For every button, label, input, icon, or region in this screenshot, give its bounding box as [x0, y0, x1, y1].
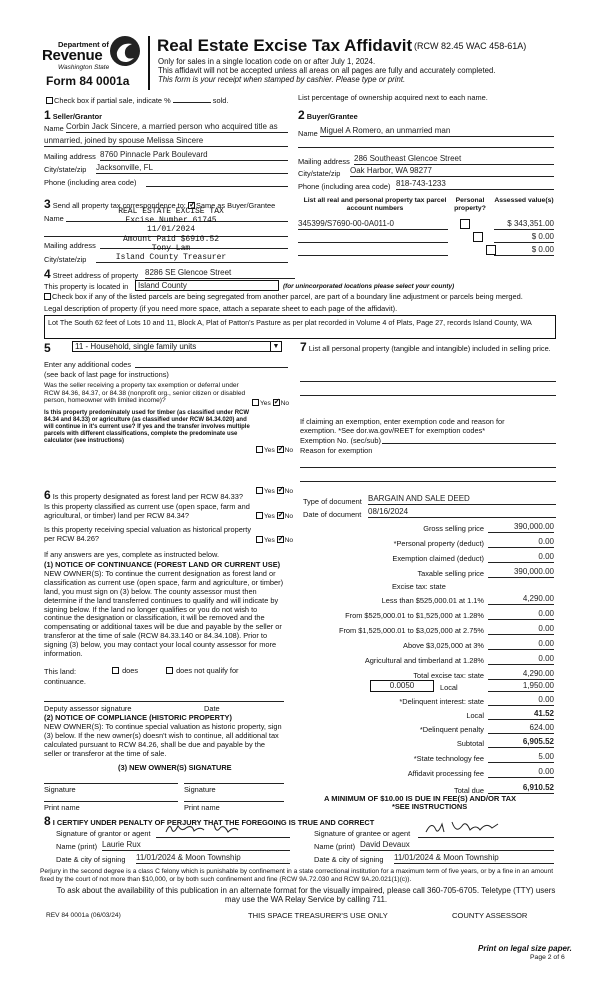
stamp-line: Excise Number 61745 [125, 216, 217, 226]
grantee-name-label: Name (print) [314, 842, 356, 851]
grantor-date-label: Date & city of signing [56, 855, 126, 864]
revision-label: REV 84 0001a (06/03/24) [46, 912, 121, 919]
treasurer-use-label: THIS SPACE TREASURER'S USE ONLY [248, 911, 388, 920]
seller-phone-label: Phone (including area code) [44, 178, 137, 187]
perjury-statement: Perjury in the second degree is a class C felony which is punishable by confinement in a state correctional institution for a maximum term of five years, or by a fine in an amount fixed by the court of not more than $10,000, or by both such confinement and fine (RCW 9A.72.030 and RCW 9A.20.021(1)(c)). [40, 868, 554, 883]
doc-type-label: Type of document [303, 497, 362, 506]
seller-phone-field[interactable] [146, 176, 288, 187]
exemption-number-label: Exemption No. (sec/sub) [300, 436, 381, 445]
local-label: Local [440, 683, 458, 692]
signature-label: Signature [184, 785, 216, 794]
tax-correspondence-label: Send all property tax correspondence to: [52, 201, 186, 210]
dor-logo [40, 36, 140, 88]
forest-no-checkbox[interactable] [277, 487, 284, 494]
current-use-answer: Yes ✓ No [256, 512, 293, 521]
seller-heading: Seller/Grantor [52, 112, 103, 121]
grantor-signature [164, 820, 274, 836]
print-name-label: Print name [184, 803, 220, 812]
grantor-signature-label: Signature of grantor or agent [56, 829, 151, 838]
segregation-checkbox[interactable] [44, 293, 51, 300]
exemption-deduct-label: Exemption claimed (deduct) [392, 554, 484, 563]
sold-label: sold. [212, 96, 229, 105]
exemption-deduct-field[interactable]: 0.00 [488, 552, 554, 563]
exemption-number-field[interactable] [382, 434, 556, 444]
exemption-answer: Yes ✓ No [252, 399, 289, 408]
land-use-select[interactable] [72, 341, 282, 352]
buyer-name-field[interactable]: Miguel A Romero, an unmarried man [320, 126, 554, 137]
deputy-date-field[interactable] [200, 690, 284, 702]
subtotal-field[interactable]: 6,905.52 [488, 737, 554, 748]
historic-answer: Yes ✓ No [256, 536, 293, 545]
personal-property-checkbox[interactable] [460, 219, 470, 229]
notice-2-text: NEW OWNER(S): To continue special valuation as historic property, sign (3) below. If the new owner(s) doesn't wish to continue, all additional tax calculated pursuant to RCW 84.26, shall be due and payable by the seller or transferor at the time of sale. [44, 722, 282, 758]
timber-question: Is this property predominately used for timber (as classified under RCW 84.34 and 84.33) or agriculture (as classified under RCW 84.34.020) and will continue in it's current use? If yes and the transfer involves multiple parcels with different classifications, complete the predominate use calculator (see instructions) [44, 410, 250, 444]
forest-question: Is this property designated as forest land per RCW 84.33? [52, 492, 243, 501]
current-use-yes-checkbox[interactable] [256, 512, 263, 519]
buyer-mailing-label: Mailing address [298, 157, 350, 166]
grantor-signature-field[interactable] [156, 824, 290, 838]
bracket-label: Less than $525,000.01 at 1.1% [381, 596, 484, 605]
bracket-value[interactable]: 0.00 [488, 624, 554, 635]
page-title: Real Estate Excise Tax Affidavit [157, 36, 413, 55]
exemption-reason-field-2[interactable] [300, 472, 556, 482]
buyer-name-line-2[interactable] [298, 140, 554, 148]
buyer-name-label: Name [298, 129, 318, 138]
taxable-price-label: Taxable selling price [417, 569, 484, 578]
deputy-date-label: Date [204, 704, 220, 713]
partial-sale-label: Check box if partial sale, indicate % [54, 96, 171, 105]
stamp-line: Island County Treasurer [115, 252, 227, 262]
local-tax-field[interactable]: 1,950.00 [488, 681, 554, 692]
seller-name-line-1[interactable]: Corbin Jack Sincere, a married person who acquired title as [66, 122, 288, 133]
list-percent-note: List percentage of ownership acquired next to each name. [298, 93, 488, 102]
seller-name-line-2[interactable]: unmarried, joined by spouse Melissa Sincere [44, 136, 288, 147]
bracket-label: From $525,000.01 to $1,525,000 at 1.28% [345, 611, 484, 620]
new-owner-print-1[interactable] [44, 794, 178, 802]
total-state-field[interactable]: 4,290.00 [488, 669, 554, 680]
buyer-heading: Buyer/Grantee [306, 112, 358, 121]
header-note-1: Only for sales in a single location code on or after July 1, 2024. [158, 57, 376, 66]
personal-deduct-label: *Personal property (deduct) [393, 539, 484, 548]
grantee-date-field[interactable]: 11/01/2024 & Moon Township [394, 853, 554, 864]
grantee-signature-field[interactable] [418, 824, 554, 838]
personal-col-header: Personal property? [454, 197, 486, 213]
delinquent-local-field[interactable]: 41.52 [488, 709, 554, 720]
does-not-qualify-checkbox[interactable] [166, 667, 173, 674]
page-number: Page 2 of 6 [530, 954, 565, 961]
assessed-col-header: Assessed value(s) [494, 197, 554, 204]
print-name-label: Print name [44, 803, 80, 812]
seller-city-label: City/state/zip [44, 165, 87, 174]
bracket-value[interactable]: 0.00 [488, 609, 554, 620]
penalty-label: *Delinquent penalty [419, 725, 484, 734]
buyer-city-label: City/state/zip [298, 169, 341, 178]
total-due-label: Total due [454, 786, 484, 795]
does-option: does [112, 667, 138, 676]
segregation-label: Check box if any of the listed parcels are being segregated from another parcel, are part of a boundary line adjustment or parcels being merged. [52, 292, 523, 301]
bracket-value[interactable]: 0.00 [488, 654, 554, 665]
buyer-mailing-field[interactable]: 286 Southeast Glencoe Street [354, 154, 554, 165]
personal-property-field-1[interactable] [300, 372, 556, 382]
subtotal-label: Subtotal [456, 739, 484, 748]
new-owner-signature-1[interactable] [44, 774, 178, 784]
bracket-value[interactable]: 0.00 [488, 639, 554, 650]
section-7: 7 List all personal property (tangible and intangible) included in selling price. [300, 340, 551, 354]
notice-1-text: NEW OWNER(S): To continue the current designation as forest land or classification as current use (open space, farm and agriculture, or timber) land, you must sign on (3) below. The county assessor must then determine if the land transferred continues to qualify and will indicate by signing below. If the land no longer qualifies or you do not wish to continue the designation or classification, it will be removed and the compensating or additional taxes will be due and payable by the seller or transferor at the time of sale (RCW 84.33.140 or 84.34.108). Prior to signing (3) below, you may contact your local county assessor for more information. [44, 569, 284, 658]
personal-deduct-field[interactable]: 0.00 [488, 537, 554, 548]
alternate-format-note: To ask about the availability of this publication in an alternate format for the visually impaired, please call 360-705-6705. Teletype (TTY) users may use the WA Relay Service by calling 711. [56, 886, 556, 905]
rcw-ref: (RCW 82.45 WAC 458-61A) [414, 41, 527, 51]
stamp-line: REAL ESTATE EXCISE TAX [118, 207, 224, 216]
section-8: 8 I CERTIFY UNDER PENALTY OF PERJURY THAT THE FOREGOING IS TRUE AND CORRECT [44, 814, 375, 828]
corr-city-label: City/state/zip [44, 255, 87, 264]
seller-name-label: Name [44, 124, 64, 133]
header-note-3: This form is your receipt when stamped by cashier. Please type or print. [158, 75, 406, 84]
doc-date-label: Date of document [303, 510, 362, 519]
street-address-field[interactable]: 8286 SE Glencoe Street [145, 268, 295, 279]
bracket-label: Above $3,025,000 at 3% [403, 641, 484, 650]
codes-note: (see back of last page for instructions) [44, 370, 169, 379]
parcel-number-field[interactable]: 345399/S7690-00-0A011-0 [298, 219, 448, 230]
grantee-name-field[interactable]: David Devaux [360, 840, 554, 851]
section-1: 1 Seller/Grantor [44, 108, 103, 122]
delinquent-state-label: *Delinquent interest: state [399, 697, 484, 706]
additional-codes-label: Enter any additional codes [44, 360, 132, 369]
delinquent-state-field[interactable]: 0.00 [488, 695, 554, 706]
section-6: 6 Is this property designated as forest land per RCW 84.33? [44, 488, 243, 502]
county-select[interactable]: Island County [135, 280, 279, 291]
bracket-label: Agricultural and timberland at 1.28% [364, 656, 484, 665]
tech-fee-label: *State technology fee [413, 754, 484, 763]
assessed-value-field[interactable]: $ 343,351.00 [494, 219, 554, 230]
assessed-value-field[interactable]: $ 0.00 [494, 245, 554, 256]
new-owner-print-2[interactable] [184, 794, 284, 802]
signature-label: Signature [44, 785, 76, 794]
bracket-label: From $1,525,000.01 to $3,025,000 at 2.75% [338, 626, 484, 635]
current-use-no-checkbox[interactable] [277, 512, 284, 519]
personal-property-label: List all personal property (tangible and intangible) included in selling price. [308, 344, 551, 353]
legal-paper-note: Print on legal size paper. [478, 944, 572, 953]
timber-yes-checkbox[interactable] [256, 446, 263, 453]
gross-price-field[interactable]: 390,000.00 [488, 522, 554, 533]
grantor-name-label: Name (print) [56, 842, 98, 851]
buyer-city-field[interactable]: Oak Harbor, WA 98277 [350, 166, 554, 177]
does-not-option: does not qualify for [166, 667, 239, 676]
treasurer-stamp [96, 207, 246, 262]
grantor-name-field[interactable]: Laurie Rux [102, 840, 290, 851]
total-due-field[interactable]: 6,910.52 [488, 783, 554, 794]
located-label: This property is located in [44, 282, 129, 291]
stamp-line: Tony Lam [151, 243, 191, 253]
grantor-date-field[interactable]: 11/01/2024 & Moon Township [136, 853, 290, 864]
seller-mailing-field[interactable]: 8760 Pinnacle Park Boulevard [100, 150, 288, 161]
state-label: Washington State [58, 64, 110, 71]
timber-answer: Yes ✓ No [256, 446, 293, 455]
dor-swirl-icon [108, 34, 142, 68]
parcel-col-header: List all real and personal property tax parcel account numbers [303, 197, 447, 213]
header-divider [148, 36, 150, 90]
does-qualify-checkbox[interactable] [112, 667, 119, 674]
current-use-question: Is this property classified as current use (open space, farm and agricultural, or timber) land per RCW 84.34? [44, 502, 250, 520]
partial-sale-row [46, 95, 228, 106]
personal-property-checkbox[interactable] [473, 232, 483, 242]
this-land-label: This land: [44, 667, 77, 676]
legal-description-field[interactable] [44, 315, 556, 339]
deputy-signature-field[interactable] [44, 690, 224, 702]
exemption-question: Was the seller receiving a property tax exemption or deferral under RCW 84.36, 84.37, or 84.38 (nonprofit org., senior citizen or disabled person, homeowner with limited income)? [44, 382, 246, 405]
chevron-down-icon: ▼ [270, 342, 281, 351]
corr-mailing-label: Mailing address [44, 241, 96, 250]
street-label: Street address of property [52, 271, 139, 280]
bracket-value[interactable]: 4,290.00 [488, 594, 554, 605]
legal-description-label: Legal description of property (if you need more space, attach a separate sheet to each page of the affidavit). [44, 304, 398, 313]
delinquent-local-label: Local [466, 711, 484, 720]
same-as-buyer-label: Same as Buyer/Grantee [195, 201, 276, 210]
parcel-number-field[interactable] [298, 245, 448, 256]
exemption-reason-field-1[interactable] [300, 458, 556, 468]
section-5: 5 [44, 341, 51, 355]
section-2: 2 Buyer/Grantee [298, 108, 358, 122]
section-4: 4 Street address of property [44, 267, 139, 281]
form-number: Form 84 0001a [46, 74, 130, 88]
grantee-date-label: Date & city of signing [314, 855, 384, 864]
dept-label: Department of [58, 40, 109, 49]
total-state-label: Total excise tax: state [413, 671, 484, 680]
affidavit-fee-field[interactable]: 0.00 [488, 767, 554, 778]
minimum-due-note: A MINIMUM OF $10.00 IS DUE IN FEE(S) AND/OR TAX [324, 794, 517, 803]
partial-sale-checkbox[interactable] [46, 97, 53, 104]
doc-type-field[interactable]: BARGAIN AND SALE DEED [368, 494, 556, 505]
revenue-label: Revenue [42, 47, 103, 64]
gross-price-label: Gross selling price [423, 524, 484, 533]
taxable-price-field[interactable]: 390,000.00 [488, 567, 554, 578]
historic-question: Is this property receiving special valuation as historical property per RCW 84.26? [44, 525, 252, 543]
exemption-no-checkbox[interactable] [273, 399, 280, 406]
parcel-number-field[interactable] [298, 232, 448, 243]
corr-name-label: Name [44, 214, 64, 223]
buyer-phone-label: Phone (including area code) [298, 182, 391, 191]
unincorporated-note: (for unincorporated locations please select your county) [283, 283, 455, 290]
stamp-line: Amount Paid $6910.52 [122, 234, 219, 244]
penalty-field[interactable]: 624.00 [488, 723, 554, 734]
doc-date-field[interactable]: 08/16/2024 [368, 507, 556, 518]
timber-no-checkbox[interactable] [277, 446, 284, 453]
historic-no-checkbox[interactable] [277, 536, 284, 543]
additional-codes-field[interactable] [135, 358, 288, 368]
notice-1-heading: (1) NOTICE OF CONTINUANCE (FOREST LAND OR CURRENT USE) [44, 560, 281, 569]
partial-percent-field[interactable] [173, 95, 211, 103]
seller-mailing-label: Mailing address [44, 152, 96, 161]
buyer-phone-field[interactable]: 818-743-1233 [396, 179, 554, 190]
seller-city-field[interactable]: Jacksonville, FL [96, 163, 288, 174]
deputy-signature-label: Deputy assessor signature [44, 704, 132, 713]
land-use-value: 11 - Household, single family units [75, 342, 197, 351]
grantee-signature-label: Signature of grantee or agent [314, 829, 411, 838]
exemption-reason-label: Reason for exemption [300, 446, 373, 455]
continuance-label: continuance. [44, 677, 86, 686]
certify-statement: I CERTIFY UNDER PENALTY OF PERJURY THAT THE FOREGOING IS TRUE AND CORRECT [52, 818, 375, 827]
county-assessor-label: COUNTY ASSESSOR [452, 911, 528, 920]
assessed-value-field[interactable]: $ 0.00 [494, 232, 554, 243]
state-tax-heading: Excise tax: state [392, 582, 446, 591]
affidavit-fee-label: Affidavit processing fee [407, 769, 484, 778]
legal-description-text: Lot The South 62 feet of Lots 10 and 11, Block A, Plat of Patton's Pasture as per plat recorded in Volume 4 of Plats, Page 27, records Island County, WA [48, 318, 532, 327]
new-owner-signature-2[interactable] [184, 774, 284, 784]
historic-yes-checkbox[interactable] [256, 536, 263, 543]
notice-2-heading: (2) NOTICE OF COMPLIANCE (HISTORIC PROPERTY) [44, 713, 232, 722]
exemption-yes-checkbox[interactable] [252, 399, 259, 406]
forest-yes-checkbox[interactable] [256, 487, 263, 494]
header-note-2: This affidavit will not be accepted unless all areas on all pages are fully and accurately completed. [158, 66, 496, 75]
local-rate-field[interactable]: 0.0050 [370, 680, 434, 692]
tech-fee-field[interactable]: 5.00 [488, 752, 554, 763]
forest-answer: Yes ✓ No [256, 487, 293, 496]
notice-3-heading: (3) NEW OWNER(S) SIGNATURE [118, 763, 232, 772]
segregation-row [44, 293, 556, 302]
exemption-claim-label: If claiming an exemption, enter exemption code and reason for exemption. *See dor.wa.gov/REET for exemption codes* [300, 417, 505, 435]
see-instructions: *SEE INSTRUCTIONS [392, 802, 468, 811]
personal-property-field-2[interactable] [300, 386, 556, 396]
section-3: 3 Send all property tax correspondence to: ✓ Same as Buyer/Grantee [44, 197, 294, 211]
if-yes-note: If any answers are yes, complete as instructed below. [44, 550, 219, 559]
grantee-signature [422, 818, 532, 836]
stamp-line: 11/01/2024 [146, 225, 195, 235]
